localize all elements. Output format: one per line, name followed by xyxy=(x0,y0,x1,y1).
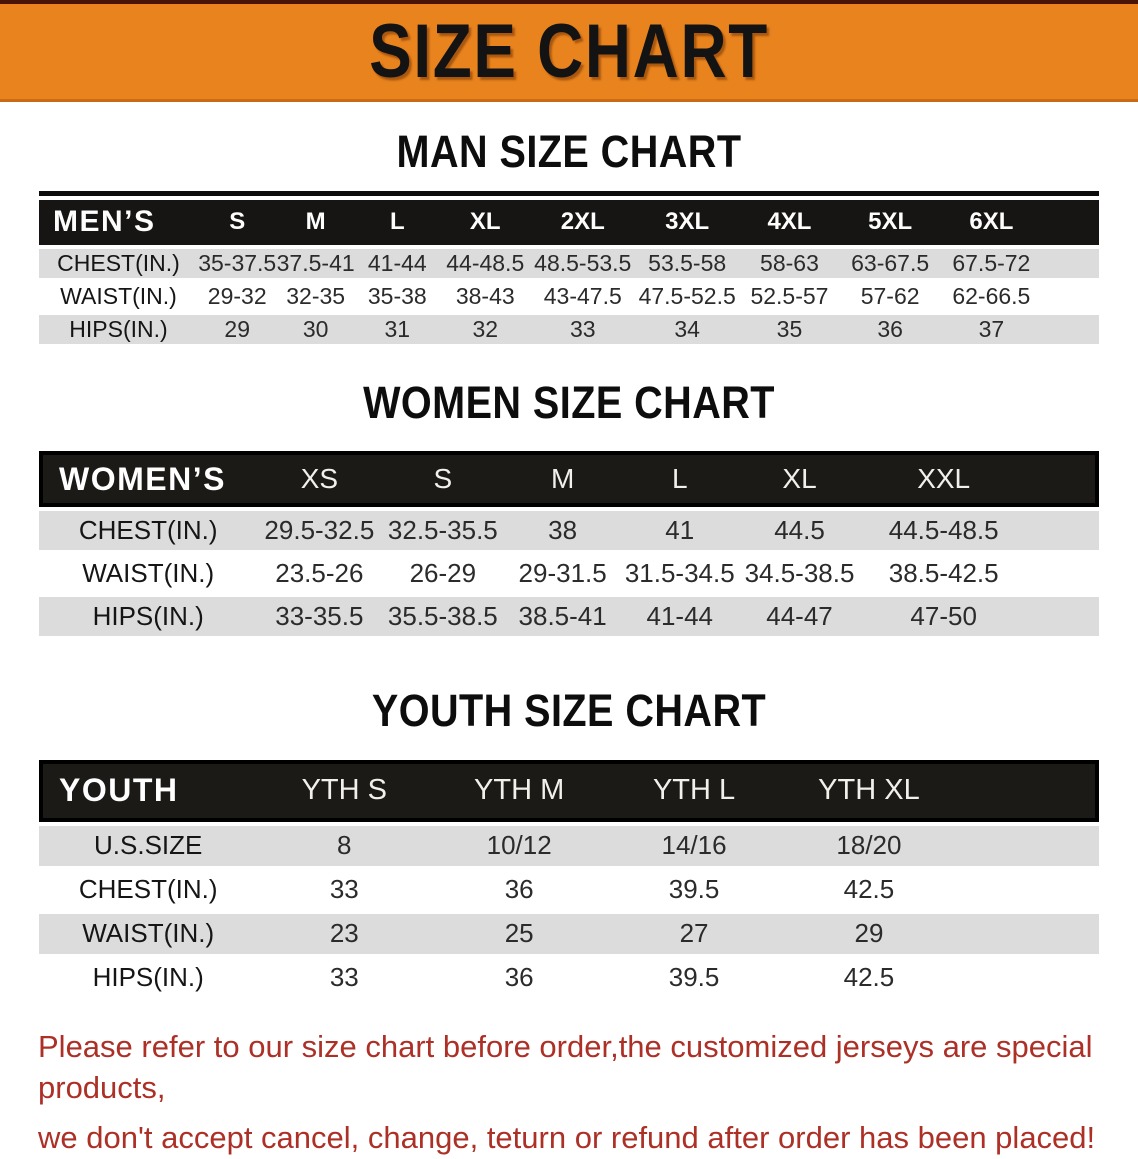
spacer-cell xyxy=(957,866,1099,910)
table-corner-label: MEN’S xyxy=(39,200,198,245)
column-header: 5XL xyxy=(839,200,941,245)
women-size-table xyxy=(39,451,1099,636)
column-header: S xyxy=(381,451,504,507)
spacer-cell xyxy=(1027,451,1099,507)
table-cell: 35 xyxy=(740,311,840,344)
women-size-section xyxy=(0,378,1138,637)
column-header: L xyxy=(355,200,440,245)
table-cell: 34 xyxy=(635,311,740,344)
column-header: XL xyxy=(440,200,531,245)
column-header: M xyxy=(276,200,354,245)
policy-line-2: we don't accept cancel, change, teturn or refund after order has been placed! xyxy=(38,1117,1100,1159)
table-cell: 42.5 xyxy=(781,954,957,998)
men-size-section xyxy=(0,127,1138,344)
table-cell: 35-37.5 xyxy=(198,245,276,278)
table-cell: 34.5-38.5 xyxy=(739,550,861,593)
table-row xyxy=(39,910,1099,954)
table-row xyxy=(39,245,1099,278)
spacer-cell xyxy=(1027,593,1099,636)
table-cell: 29.5-32.5 xyxy=(257,507,381,550)
header-row xyxy=(39,760,1099,822)
table-row xyxy=(39,550,1099,593)
spacer-cell xyxy=(1042,311,1099,344)
men-table-top-rule xyxy=(39,191,1099,196)
table-cell: 26-29 xyxy=(381,550,504,593)
table-cell: 33 xyxy=(531,311,635,344)
table-row xyxy=(39,311,1099,344)
table-cell: 30 xyxy=(276,311,354,344)
table-cell: 32.5-35.5 xyxy=(381,507,504,550)
table-cell: 43-47.5 xyxy=(531,278,635,311)
table-cell: 48.5-53.5 xyxy=(531,245,635,278)
table-cell: 39.5 xyxy=(607,866,781,910)
column-header: L xyxy=(621,451,739,507)
table-cell: 38.5-42.5 xyxy=(860,550,1026,593)
table-cell: 39.5 xyxy=(607,954,781,998)
table-cell: 67.5-72 xyxy=(941,245,1042,278)
table-corner-label: WOMEN’S xyxy=(39,451,257,507)
table-cell: 32 xyxy=(440,311,531,344)
table-cell: 8 xyxy=(257,822,431,866)
column-header: YTH M xyxy=(431,760,607,822)
table-cell: 36 xyxy=(431,866,607,910)
spacer-cell xyxy=(1027,507,1099,550)
table-cell: 23.5-26 xyxy=(257,550,381,593)
column-header: XS xyxy=(257,451,381,507)
table-cell: 57-62 xyxy=(839,278,941,311)
table-cell: 29-32 xyxy=(198,278,276,311)
row-label: CHEST(IN.) xyxy=(39,507,257,550)
table-cell: 23 xyxy=(257,910,431,954)
table-cell: 53.5-58 xyxy=(635,245,740,278)
column-header: M xyxy=(504,451,621,507)
spacer-cell xyxy=(957,910,1099,954)
table-cell: 52.5-57 xyxy=(740,278,840,311)
table-cell: 44-48.5 xyxy=(440,245,531,278)
table-cell: 14/16 xyxy=(607,822,781,866)
table-row xyxy=(39,866,1099,910)
table-cell: 41-44 xyxy=(355,245,440,278)
order-policy-note xyxy=(38,1026,1100,1159)
banner-heading xyxy=(331,14,807,90)
column-header: XL xyxy=(739,451,861,507)
table-cell: 35-38 xyxy=(355,278,440,311)
spacer-cell xyxy=(1042,200,1099,245)
men-section-title: MAN SIZE CHART xyxy=(397,127,742,177)
women-section-heading xyxy=(0,378,1138,428)
table-cell: 36 xyxy=(839,311,941,344)
column-header: 3XL xyxy=(635,200,740,245)
table-cell: 63-67.5 xyxy=(839,245,941,278)
row-label: WAIST(IN.) xyxy=(39,550,257,593)
banner-title: SIZE CHART xyxy=(369,14,769,90)
column-header: 6XL xyxy=(941,200,1042,245)
column-header: YTH XL xyxy=(781,760,957,822)
table-cell: 44.5 xyxy=(739,507,861,550)
table-cell: 38 xyxy=(504,507,621,550)
table-cell: 36 xyxy=(431,954,607,998)
column-header: YTH S xyxy=(257,760,431,822)
women-section-title: WOMEN SIZE CHART xyxy=(363,378,775,428)
table-row xyxy=(39,822,1099,866)
row-label: HIPS(IN.) xyxy=(39,954,257,998)
policy-line-1: Please refer to our size chart before order,the customized jerseys are special products, xyxy=(38,1026,1100,1110)
youth-size-table xyxy=(39,760,1099,998)
table-cell: 32-35 xyxy=(276,278,354,311)
column-header: YTH L xyxy=(607,760,781,822)
table-cell: 10/12 xyxy=(431,822,607,866)
table-cell: 47.5-52.5 xyxy=(635,278,740,311)
table-cell: 44-47 xyxy=(739,593,861,636)
spacer-cell xyxy=(957,954,1099,998)
table-cell: 27 xyxy=(607,910,781,954)
spacer-cell xyxy=(1027,550,1099,593)
table-cell: 37.5-41 xyxy=(276,245,354,278)
row-label: HIPS(IN.) xyxy=(39,311,198,344)
men-section-heading xyxy=(0,127,1138,177)
table-row xyxy=(39,954,1099,998)
table-cell: 38-43 xyxy=(440,278,531,311)
table-cell: 31.5-34.5 xyxy=(621,550,739,593)
table-cell: 41-44 xyxy=(621,593,739,636)
table-cell: 25 xyxy=(431,910,607,954)
header-row xyxy=(39,200,1099,245)
table-row xyxy=(39,278,1099,311)
column-header: XXL xyxy=(860,451,1026,507)
men-size-table xyxy=(39,200,1099,344)
table-cell: 62-66.5 xyxy=(941,278,1042,311)
table-cell: 29 xyxy=(781,910,957,954)
table-row xyxy=(39,507,1099,550)
table-cell: 31 xyxy=(355,311,440,344)
size-chart-banner xyxy=(0,0,1138,102)
table-corner-label: YOUTH xyxy=(39,760,257,822)
table-cell: 44.5-48.5 xyxy=(860,507,1026,550)
spacer-cell xyxy=(1042,245,1099,278)
table-cell: 33 xyxy=(257,866,431,910)
table-cell: 33 xyxy=(257,954,431,998)
row-label: HIPS(IN.) xyxy=(39,593,257,636)
table-cell: 35.5-38.5 xyxy=(381,593,504,636)
table-cell: 58-63 xyxy=(740,245,840,278)
header-row xyxy=(39,451,1099,507)
table-cell: 47-50 xyxy=(860,593,1026,636)
youth-section-title: YOUTH SIZE CHART xyxy=(372,686,766,736)
table-cell: 29-31.5 xyxy=(504,550,621,593)
row-label: CHEST(IN.) xyxy=(39,245,198,278)
table-cell: 37 xyxy=(941,311,1042,344)
youth-section-heading xyxy=(0,686,1138,736)
spacer-cell xyxy=(957,760,1099,822)
row-label: WAIST(IN.) xyxy=(39,910,257,954)
table-cell: 33-35.5 xyxy=(257,593,381,636)
row-label: CHEST(IN.) xyxy=(39,866,257,910)
table-cell: 18/20 xyxy=(781,822,957,866)
table-cell: 29 xyxy=(198,311,276,344)
spacer-cell xyxy=(1042,278,1099,311)
table-cell: 38.5-41 xyxy=(504,593,621,636)
youth-size-section xyxy=(0,686,1138,998)
column-header: 4XL xyxy=(740,200,840,245)
row-label: WAIST(IN.) xyxy=(39,278,198,311)
table-cell: 41 xyxy=(621,507,739,550)
table-row xyxy=(39,593,1099,636)
spacer-cell xyxy=(957,822,1099,866)
row-label: U.S.SIZE xyxy=(39,822,257,866)
column-header: S xyxy=(198,200,276,245)
table-cell: 42.5 xyxy=(781,866,957,910)
column-header: 2XL xyxy=(531,200,635,245)
